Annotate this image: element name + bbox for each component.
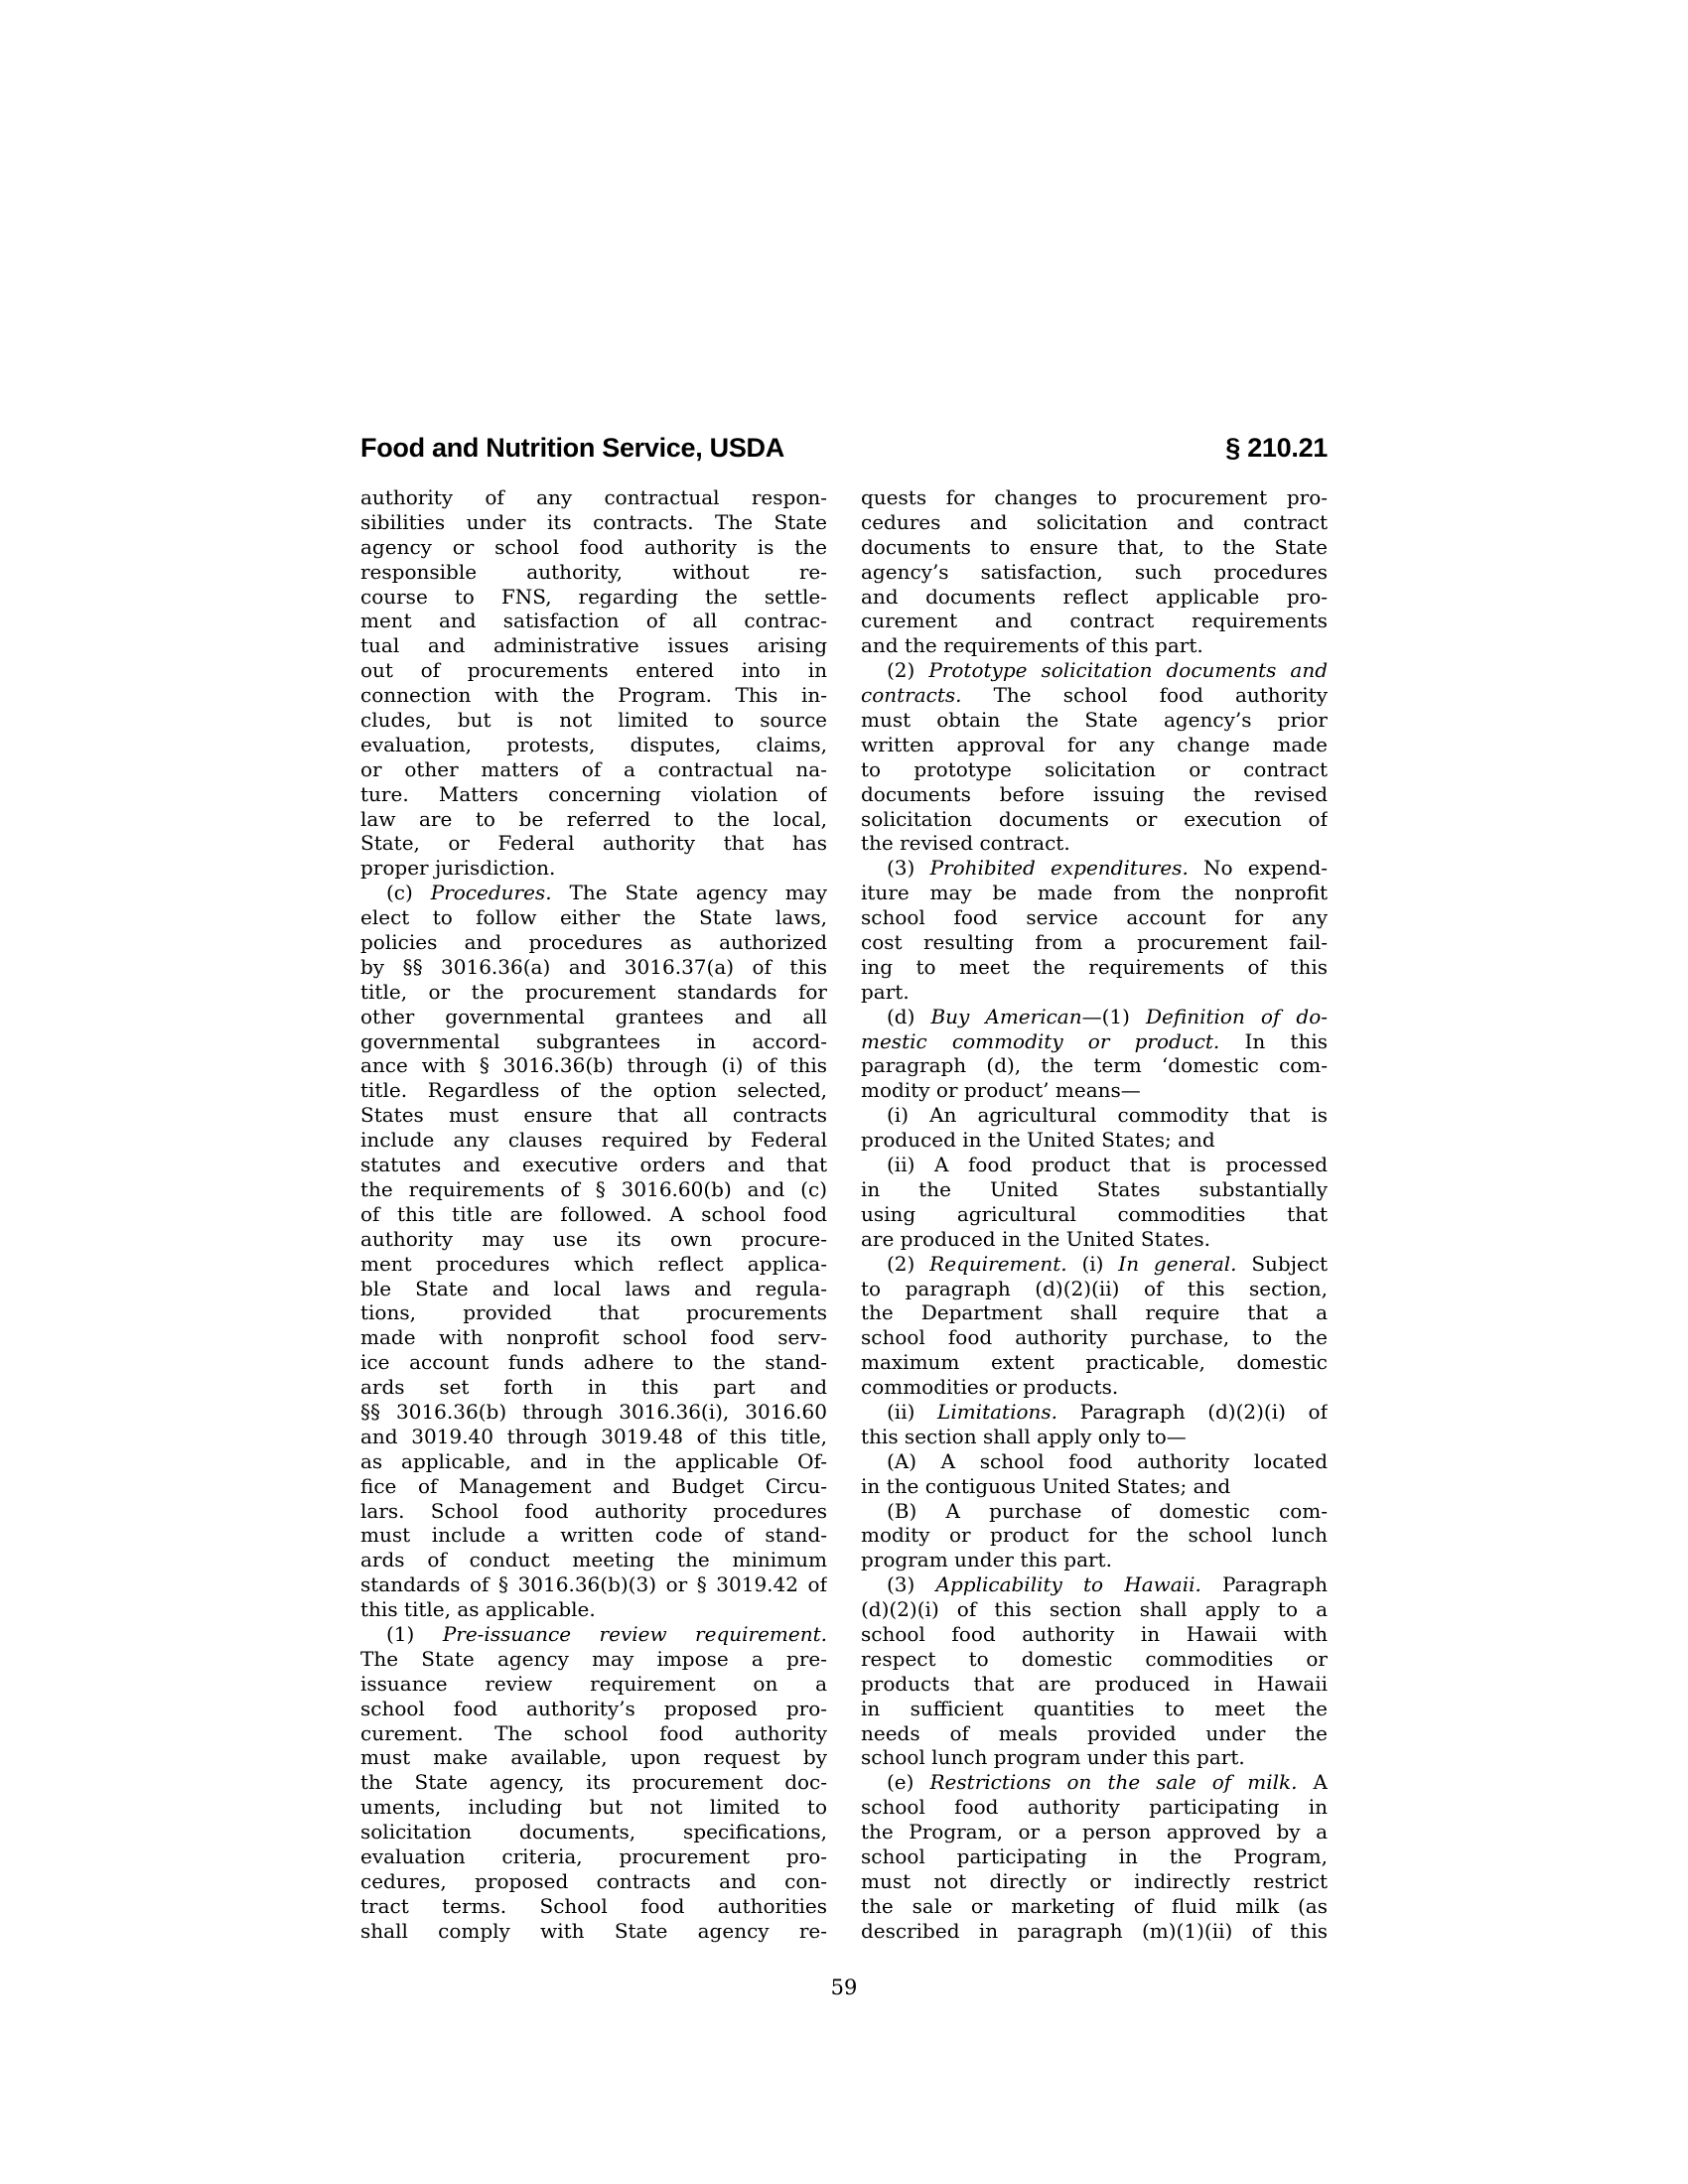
text-line: of this title are followed. A school food (360, 1201, 827, 1226)
text-line: standards of § 3016.36(b)(3) or § 3019.42 of (360, 1572, 827, 1597)
right-column (861, 485, 1328, 1944)
text-line: (i) An agricultural commodity that is (887, 1103, 1328, 1128)
text-line: elect to follow either the State laws, (360, 905, 827, 930)
text-line: must not directly or indirectly restrict (861, 1868, 1328, 1893)
text-line: mestic commodity or product. In this (861, 1028, 1328, 1053)
text-line: in sufficient quantities to meet the (861, 1696, 1328, 1720)
text-line: (3) Applicability to Hawaii. Paragraph (887, 1572, 1328, 1597)
text-line: evaluation criteria, procurement pro- (360, 1843, 827, 1868)
text-line: tions, provided that procurements (360, 1300, 827, 1325)
text-line: part. (861, 979, 910, 1004)
text-line: needs of meals provided under the (861, 1720, 1328, 1745)
text-line: statutes and executive orders and that (360, 1153, 827, 1177)
left-column (360, 485, 827, 1944)
text-line: (A) A school food authority located (887, 1448, 1328, 1473)
text-line: by §§ 3016.36(a) and 3016.37(a) of this (360, 954, 827, 979)
text-line: to prototype solicitation or contract (861, 756, 1328, 781)
text-line: modity or product’ means— (861, 1078, 1141, 1103)
text-line: ture. Matters concerning violation of (360, 781, 827, 806)
text-line: iture may be made from the nonprofit (861, 881, 1328, 905)
text-line: other governmental grantees and all (360, 1004, 827, 1028)
text-line: in the United States substantially (861, 1176, 1328, 1201)
text-line: documents before issuing the revised (861, 781, 1328, 806)
text-line: the Department shall require that a (861, 1300, 1328, 1325)
text-line: and documents reflect applicable pro- (861, 584, 1328, 609)
text-line: solicitation documents or execution of (861, 806, 1328, 831)
text-line: cedures and solicitation and contract (861, 509, 1328, 534)
text-line: course to FNS, regarding the settle- (360, 584, 827, 609)
text-line: (d) Buy American—(1) Definition of do- (887, 1004, 1328, 1028)
text-line: the Program, or a person approved by a (861, 1820, 1328, 1844)
text-line: (ii) Limitations. Paragraph (d)(2)(i) of (887, 1399, 1328, 1424)
text-line: title. Regardless of the option selected, (360, 1078, 827, 1103)
text-line: policies and procedures as authorized (360, 930, 827, 955)
text-line: maximum extent practicable, domestic (861, 1350, 1328, 1375)
text-line: paragraph (d), the term ‘domestic com- (861, 1053, 1328, 1078)
text-line: (2) Requirement. (i) In general. Subject (887, 1251, 1328, 1276)
text-line: the State agency, its procurement doc- (360, 1770, 827, 1795)
text-line: The State agency may impose a pre- (360, 1646, 827, 1671)
text-line: ment procedures which reflect applica- (360, 1251, 827, 1276)
text-line: school food authority in Hawaii with (861, 1621, 1328, 1646)
text-line: ment and satisfaction of all contrac- (360, 609, 827, 633)
text-line: this section shall apply only to— (861, 1424, 1187, 1448)
text-line: the requirements of § 3016.60(b) and (c) (360, 1176, 827, 1201)
text-line: and the requirements of this part. (861, 633, 1203, 658)
text-line: §§ 3016.36(b) through 3016.36(i), 3016.60 (360, 1399, 827, 1424)
text-line: this title, as applicable. (360, 1597, 596, 1622)
text-line: cludes, but is not limited to source (360, 708, 827, 733)
text-line: tual and administrative issues arising (360, 633, 827, 658)
text-line: are produced in the United States. (861, 1226, 1211, 1251)
text-line: responsible authority, without re- (360, 559, 827, 584)
text-line: title, or the procurement standards for (360, 979, 827, 1004)
text-line: school food authority’s proposed pro- (360, 1696, 827, 1720)
text-line: or other matters of a contractual na- (360, 756, 827, 781)
text-line: (c) Procedures. The State agency may (386, 881, 827, 905)
text-line: solicitation documents, specifications, (360, 1820, 827, 1844)
text-line: documents to ensure that, to the State (861, 534, 1328, 559)
text-line: sibilities under its contracts. The State (360, 509, 827, 534)
text-line: lars. School food authority procedures (360, 1498, 827, 1523)
text-line: cost resulting from a procurement fail- (861, 930, 1328, 955)
text-line: curement. The school food authority (360, 1720, 827, 1745)
text-line: fice of Management and Budget Circu- (360, 1473, 827, 1498)
text-line: (ii) A food product that is processed (887, 1153, 1328, 1177)
text-line: uments, including but not limited to (360, 1795, 827, 1820)
page-footer (360, 1976, 1328, 1999)
text-line: (B) A purchase of domestic com- (887, 1498, 1328, 1523)
text-line: States must ensure that all contracts (360, 1103, 827, 1128)
text-line: respect to domestic commodities or (861, 1646, 1328, 1671)
text-line: out of procurements entered into in (360, 658, 827, 683)
text-line: using agricultural commodities that (861, 1201, 1328, 1226)
text-line: cedures, proposed contracts and con- (360, 1868, 827, 1893)
text-line: described in paragraph (m)(1)(ii) of this (861, 1918, 1328, 1943)
text-line: connection with the Program. This in- (360, 683, 827, 708)
text-line: as applicable, and in the applicable Of- (360, 1448, 827, 1473)
text-line: (3) Prohibited expenditures. No expend- (887, 856, 1328, 881)
text-line: evaluation, protests, disputes, claims, (360, 732, 827, 756)
text-line: include any clauses required by Federal (360, 1128, 827, 1153)
text-line: made with nonprofit school food serv- (360, 1325, 827, 1350)
text-line: school participating in the Program, (861, 1843, 1328, 1868)
text-line: the revised contract. (861, 831, 1070, 856)
text-line: State, or Federal authority that has (360, 831, 827, 856)
text-line: school food authority purchase, to the (861, 1325, 1328, 1350)
text-line: shall comply with State agency re- (360, 1918, 827, 1943)
text-line: school lunch program under this part. (861, 1745, 1245, 1770)
text-line: (e) Restrictions on the sale of milk. A (887, 1770, 1328, 1795)
text-line: modity or product for the school lunch (861, 1523, 1328, 1548)
text-line: products that are produced in Hawaii (861, 1671, 1328, 1696)
text-line: ance with § 3016.36(b) through (i) of this (360, 1053, 827, 1078)
text-line: written approval for any change made (861, 732, 1328, 756)
text-line: issuance review requirement on a (360, 1671, 827, 1696)
text-line: law are to be referred to the local, (360, 806, 827, 831)
text-line: ice account funds adhere to the stand- (360, 1350, 827, 1375)
text-line: school food authority participating in (861, 1795, 1328, 1820)
running-header-section-number: § 210.21 (1225, 433, 1328, 463)
text-line: quests for changes to procurement pro- (861, 485, 1328, 509)
text-line: (d)(2)(i) of this section shall apply to a (861, 1597, 1328, 1622)
text-line: authority may use its own procure- (360, 1226, 827, 1251)
text-line: ing to meet the requirements of this (861, 954, 1328, 979)
text-line: ards of conduct meeting the minimum (360, 1548, 827, 1572)
two-column-body (360, 485, 1328, 1944)
text-line: (1) Pre-issuance review requirement. (386, 1621, 827, 1646)
text-line: (2) Prototype solicitation documents and (887, 658, 1328, 683)
text-line: produced in the United States; and (861, 1128, 1215, 1153)
text-line: ble State and local laws and regula- (360, 1276, 827, 1300)
text-line: and 3019.40 through 3019.48 of this title, (360, 1424, 827, 1448)
text-line: agency’s satisfaction, such procedures (861, 559, 1328, 584)
running-header (360, 433, 1328, 464)
text-line: tract terms. School food authorities (360, 1893, 827, 1918)
text-line: agency or school food authority is the (360, 534, 827, 559)
running-header-agency: Food and Nutrition Service, USDA (360, 433, 784, 463)
text-line: commodities or products. (861, 1375, 1119, 1400)
text-line: governmental subgrantees in accord- (360, 1028, 827, 1053)
page-number: 59 (830, 1976, 858, 1999)
text-line: curement and contract requirements (861, 609, 1328, 633)
text-line: to paragraph (d)(2)(ii) of this section, (861, 1276, 1328, 1300)
text-line: program under this part. (861, 1548, 1112, 1572)
text-line: proper jurisdiction. (360, 856, 556, 881)
text-line: ards set forth in this part and (360, 1375, 827, 1400)
text-line: the sale or marketing of fluid milk (as (861, 1893, 1328, 1918)
text-line: contracts. The school food authority (861, 683, 1328, 708)
text-line: school food service account for any (861, 905, 1328, 930)
text-line: in the contiguous United States; and (861, 1473, 1231, 1498)
text-line: must include a written code of stand- (360, 1523, 827, 1548)
text-line: authority of any contractual respon- (360, 485, 827, 509)
text-line: must obtain the State agency’s prior (861, 708, 1328, 733)
text-line: must make available, upon request by (360, 1745, 827, 1770)
